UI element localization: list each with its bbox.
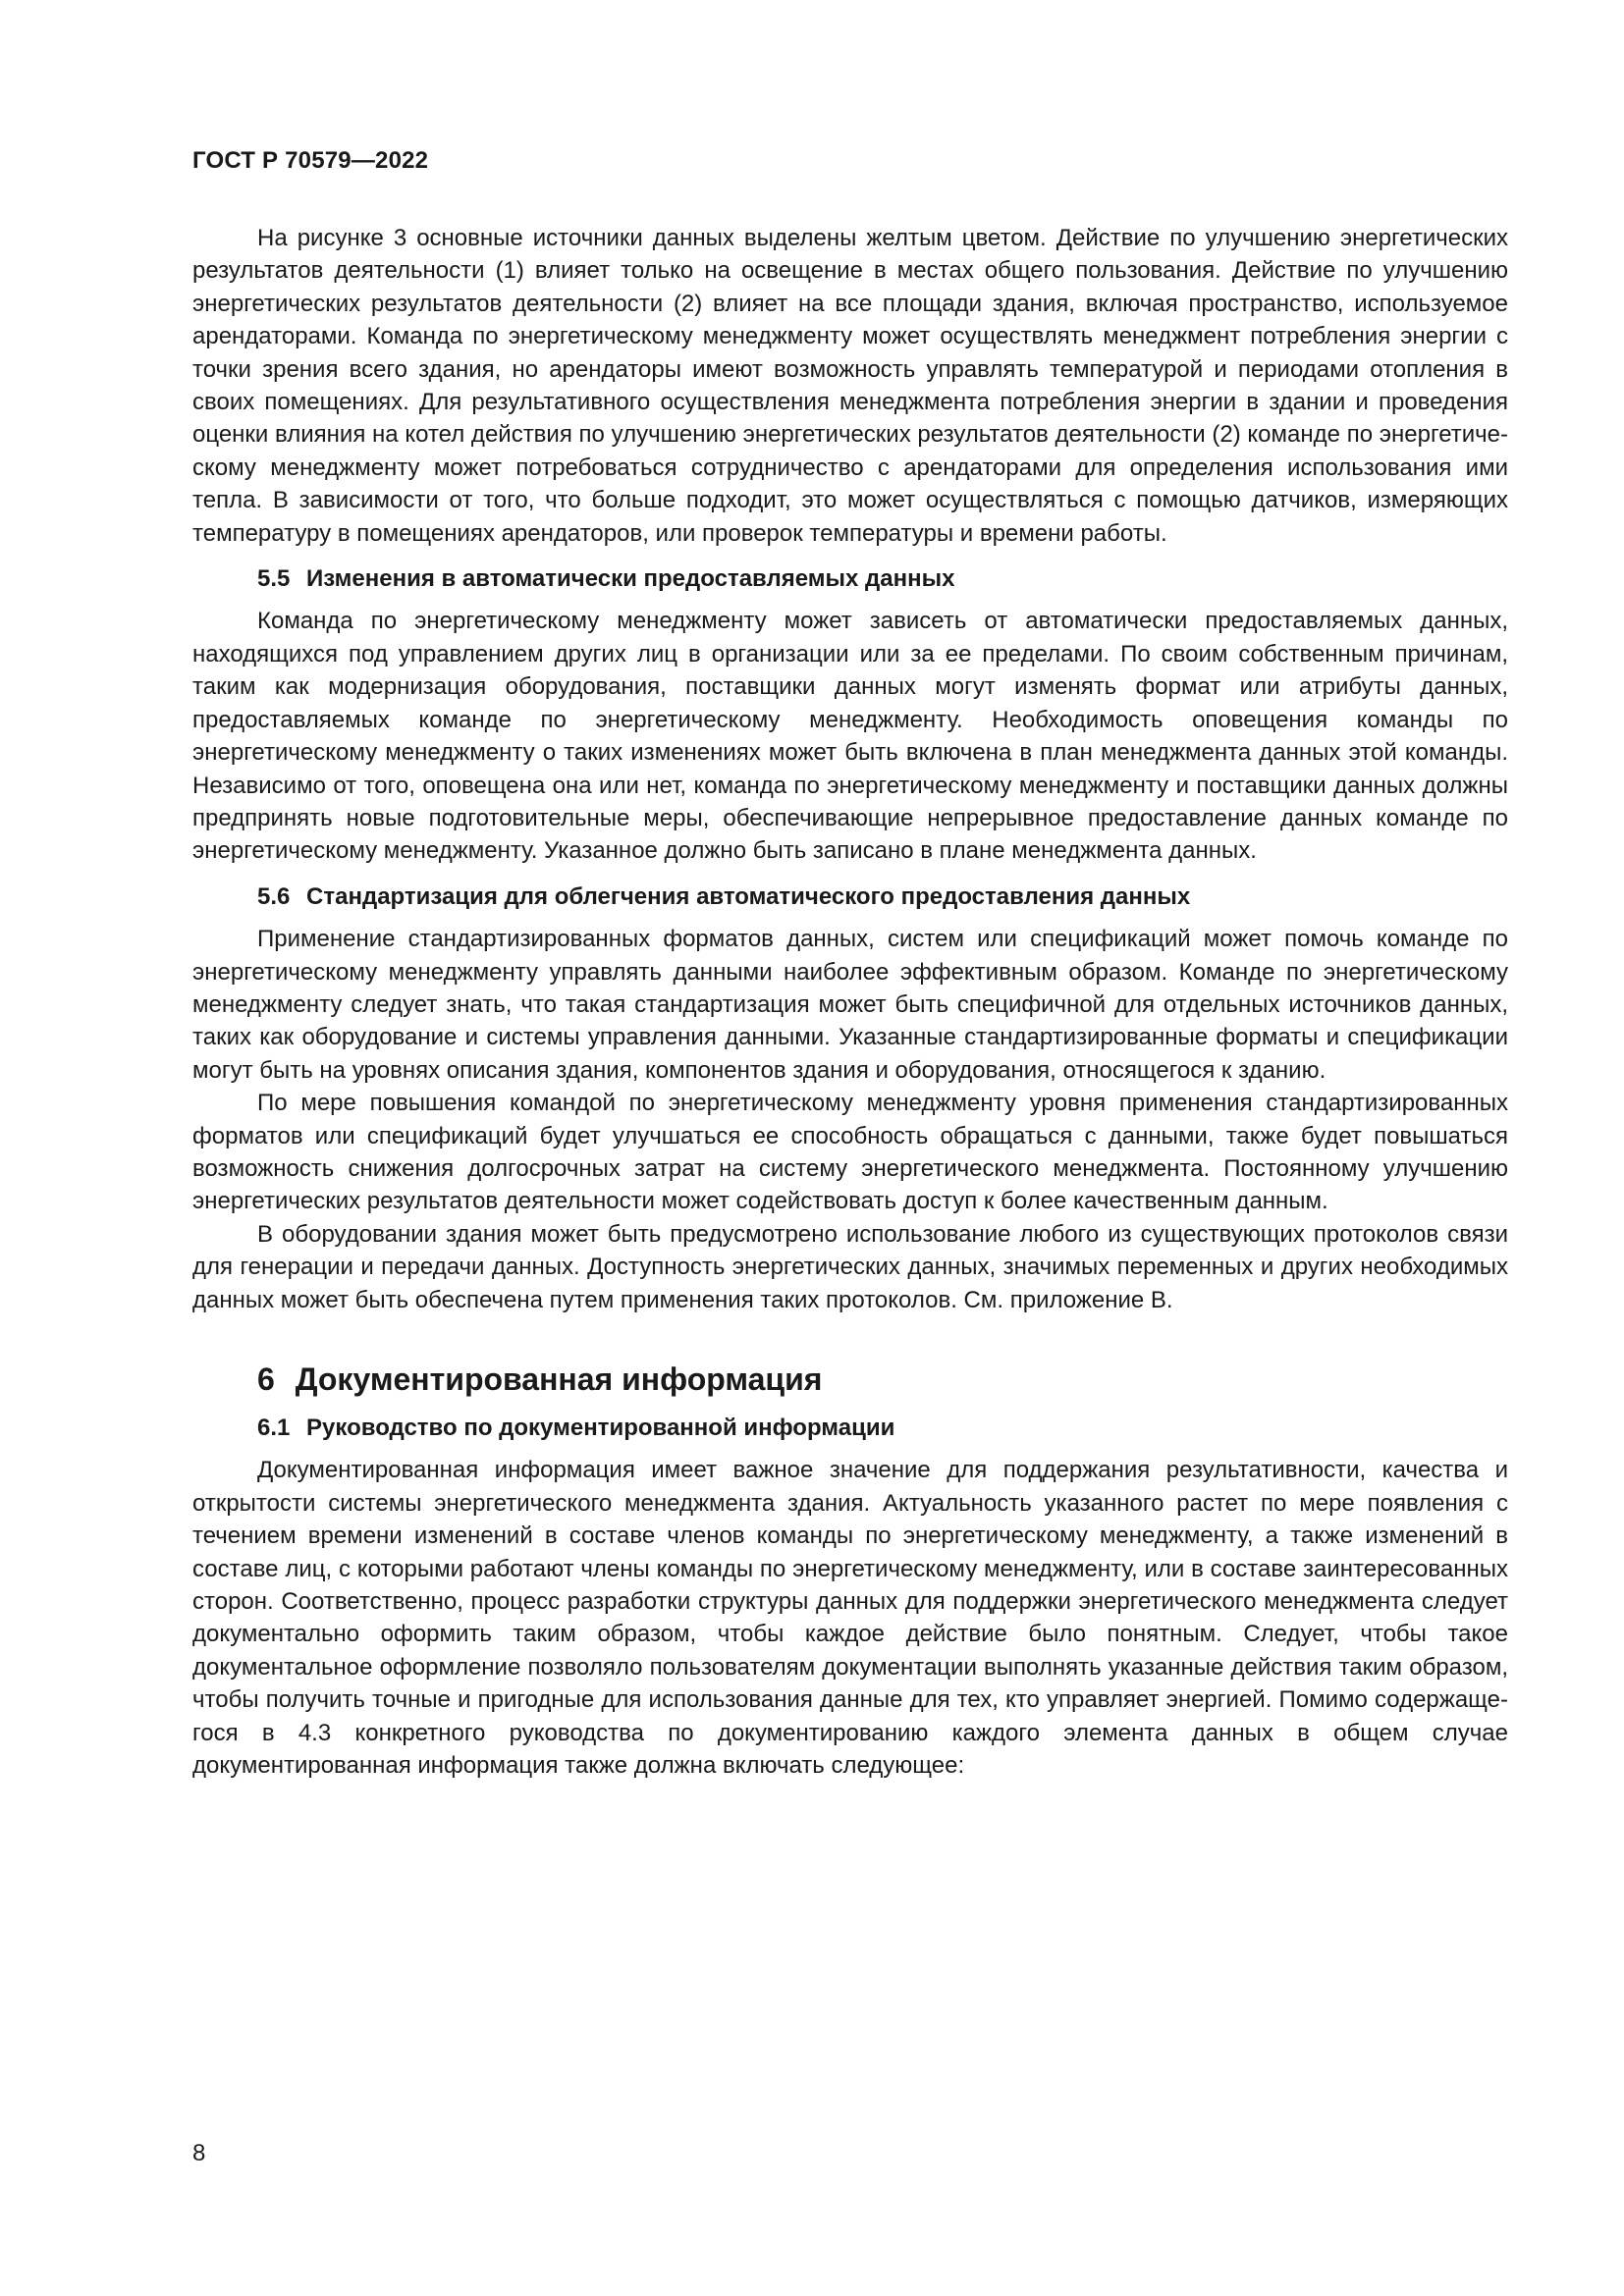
section-5-6-number: 5.6	[257, 882, 291, 910]
section-5-6-title: Стандартизация для облегчения автоматического предоставления данных	[306, 882, 1191, 910]
page-number: 8	[192, 2140, 206, 2166]
section-6-1-number: 6.1	[257, 1415, 291, 1441]
section-5-6-paragraph-2: По мере повышения командой по энергетическому менеджменту уровня применения стандартизированных форматов или спецификаций будет улучшаться ее способность обращаться с данными, также будет повышаться возможность снижения долгосрочных затрат на систему энергетического менеджмента. Постоянному улучшению энергетических результатов деятельности может содействовать доступ к более качественным данным.	[192, 1090, 1508, 1215]
section-6-1-heading	[257, 1412, 1508, 1444]
section-5-5-number: 5.5	[257, 565, 291, 593]
section-5-5-paragraph: Команда по энергетическому менеджменту может зависеть от автоматически предоставляемых данных, находящихся под управлением других лиц в организации или за ее пределами. По своим собственным причинам, таким как модернизация оборудования, поставщики данных могут изменять формат или атрибуты данных, предоставляемых команде по энергетическому менеджменту. Необходимость оповещения команды по энергетическому менеджменту о таких изменениях может быть включена в план менеджмента данных этой команды. Независимо от того, оповещена она или нет, команда по энергетическому менеджменту и поставщики данных должны предпринять новые подготовительные меры, обеспечивающие непрерывное предоставление данных команде по энергетическому менеджменту. Указанное должно быть записано в плане менеджмента данных.	[192, 608, 1508, 865]
intro-paragraph: На рисунке 3 основные источники данных выделены желтым цветом. Действие по улучшению энергетических результатов деятельности (1) влияет только на освещение в местах общего пользования. Действие по улучшению энергетических результатов деятельности (2) влияет на все площади здания, включая пространство, используемое арендаторами. Команда по энергетическому менеджменту может осуществлять менеджмент потребления энергии с точки зрения всего здания, но арендаторы имеют возможность управлять температурой и периодами отопления в своих помещениях. Для результативного осуществления менеджмента потребления энергии в здании и проведения оценки влияния на котел действия по улучшению энергетических результатов деятельности (2) команде по энергетическому менеджменту может потребоваться сотрудничество с арендаторами для определения использования ими тепла. В зависимости от того, что больше подходит, это может осуществляться с помощью датчиков, измеряющих температуру в помещениях арендаторов, или проверок температуры и времени работы.	[192, 225, 1508, 547]
section-5-5-title: Изменения в автоматически предоставляемых данных	[306, 565, 955, 593]
section-5-6-heading	[257, 881, 1508, 913]
section-5-6-paragraph-3: В оборудовании здания может быть предусмотрено использование любого из существующих протоколов связи для генерации и передачи данных. Доступность энергетических данных, значимых переменных и других необходимых данных может быть обеспечена путем применения таких протоколов. См. приложение В.	[192, 1220, 1508, 1313]
section-6-1-paragraph: Документированная информация имеет важное значение для поддержания результативности, качества и открытости системы энергетического менеджмента здания. Актуальность указанного растет по мере появления с течением времени изменений в составе членов команды по энергетическому менеджменту, а также изменений в составе лиц, с которыми работают члены команды по энергетическому менеджменту, или в составе заинтересованных сторон. Соответственно, процесс разработки структуры данных для поддержки энергетического менеджмента следует документально оформить таким образом, чтобы каждое действие было понятным. Следует, чтобы такое документальное оформление позволяло пользователям документации выполнять указанные действия таким образом, чтобы получить точные и пригодные для использования данные для тех, кто управляет энергией. Помимо содержащегося в 4.3 конкретного руководства по документированию каждого элемента данных в общем случае документированная информация также должна включать следующее:	[192, 1457, 1508, 1780]
document-body	[192, 222, 1508, 1782]
document-standard-id: ГОСТ Р 70579—2022	[192, 147, 429, 174]
section-6-heading	[257, 1360, 1508, 1399]
section-5-6-paragraph-1: Применение стандартизированных форматов данных, систем или спецификаций может помочь команде по энергетическому менеджменту управлять данными наиболее эффективным образом. Команде по энергетическому менеджменту следует знать, что такая стандартизация может быть специфичной для отдельных источников данных, таких как оборудование и системы управления данными. Указанные стандартизированные форматы и спецификации могут быть на уровнях описания здания, компонентов здания и оборудования, относящегося к зданию.	[192, 926, 1508, 1084]
section-5-5-heading	[257, 562, 1508, 595]
section-6-number: 6	[257, 1362, 275, 1397]
section-6-title: Документированная информация	[295, 1362, 823, 1397]
section-6-1-title: Руководство по документированной информации	[306, 1415, 895, 1441]
